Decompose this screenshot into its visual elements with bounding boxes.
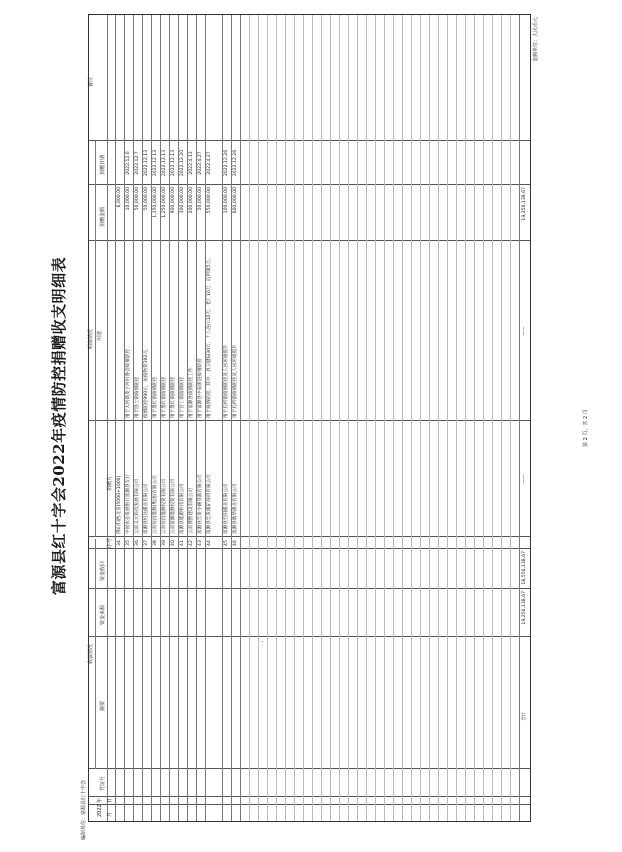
row-seq: 35 [126, 540, 131, 546]
header-date: 捐赠日期 [100, 154, 106, 175]
row-use: 用于营上镇疫情防控 [180, 376, 185, 418]
total-donated: 19,256,138.67 [522, 187, 527, 221]
row-donor: 中国农业发展银行富源县支行 [126, 474, 131, 534]
row-donor: 云南义元科技发展有限公司 [135, 478, 140, 534]
total-label: 合计 [522, 711, 527, 721]
row-use: 用于富源县疫情防控工作 [189, 367, 194, 418]
row-seq: 38 [153, 540, 158, 546]
row-use: 用于疫情防控，其中，县卫健局30万，十八连山10万，老厂10万，后所镇5万。 [207, 255, 212, 418]
row-donor: 云南恒昌能源(集团)有限公司 [153, 475, 158, 534]
row-donated-amount: 550,000.00 [207, 187, 212, 214]
row-use: 用于卧土镇疫情防控 [135, 376, 140, 418]
row-donor: 富源县能源科技有限公司 [180, 483, 185, 534]
header-use: 用途 [97, 330, 103, 341]
header-donor: 捐赠方 [107, 475, 113, 491]
compiling-unit: 编制单位：富源县红十字会 [81, 779, 87, 840]
row-seq: 34 [117, 540, 122, 546]
header-income-amount: 资金来源 [100, 604, 106, 625]
header-donated-amount: 捐赠金额 [100, 206, 106, 227]
row-use: 用于富源县中安街道疫情防控 [198, 358, 203, 418]
row-date: 2022.12.20 [180, 149, 185, 177]
header-remark: 备注 [88, 76, 94, 87]
row-donated-amount: 6,000.00 [117, 187, 122, 208]
row-use: 用于墨红镇疫情防控 [153, 376, 158, 418]
header-summary: 摘要 [100, 700, 106, 711]
header-nian: 年 [97, 797, 103, 803]
header-month: 月 [107, 811, 113, 817]
header-amount: 资金收回 [100, 560, 106, 581]
row-date: 2022.12.26 [233, 149, 238, 177]
row-use: 用于墨红镇疫情防控 [162, 376, 167, 418]
total-income-2: 18,556,138.67 [522, 551, 527, 585]
total-dash-donor: —— [522, 474, 527, 484]
row-date: 2022.12.13 [162, 149, 167, 177]
row-seq: 42 [189, 540, 194, 546]
row-date: 2022.12.13 [171, 149, 176, 177]
row-date: 2022.4.27 [198, 151, 203, 175]
row-date: 2022.12.7 [135, 151, 140, 175]
row-date: 2022.12.13 [144, 149, 149, 177]
row-donated-amount: 50,000.00 [135, 187, 140, 211]
row-seq: 46 [233, 540, 238, 546]
header-detail-group: 明细情况 [88, 329, 94, 350]
row-donated-amount: 50,000.00 [198, 187, 203, 211]
row-use: 用于后所镇疫情防控及人居环境提升 [224, 344, 229, 418]
header-income-group: 收款情况 [88, 644, 94, 665]
currency-unit: 金额单位：人民币元 [533, 16, 539, 62]
donation-table [88, 14, 531, 822]
row-donated-amount: 1,250,000.00 [162, 187, 167, 218]
row-use: 用于大河镇麦子河村委会疫情防控 [126, 349, 131, 418]
row-donated-amount: 100,000.00 [224, 187, 229, 214]
row-donor: 富源县新华煤业有限公司 [233, 483, 238, 534]
row-seq: 43 [198, 540, 203, 546]
total-dash-use: —— [522, 326, 527, 336]
row-donor: 富源县恒达煤业有限公司 [144, 483, 149, 534]
row-seq: 36 [135, 540, 140, 546]
row-donor: 佛山归西北京(5000+1000) [117, 475, 122, 534]
page-number: 第 2 页，共 2 页 [583, 409, 589, 447]
row-date: 2022.12.26 [224, 149, 229, 177]
row-seq: 44 [207, 540, 212, 546]
document-title: 富源县红十字会2022年疫情防控捐赠收支明细表 [50, 256, 68, 596]
row-donated-amount: 300,000.00 [180, 187, 185, 214]
row-seq: 45 [224, 540, 229, 546]
row-donated-amount: 900,000.00 [171, 187, 176, 214]
row-donated-amount: 200,000.00 [189, 187, 194, 214]
row-seq: 39 [162, 540, 167, 546]
row-seq: 41 [180, 540, 185, 546]
row-donated-amount: 1,350,000.00 [153, 187, 158, 218]
row-date: 2022.4.13 [189, 151, 194, 175]
header-year: 2022 [97, 804, 103, 817]
row-seq: 40 [171, 540, 176, 546]
row-use: 用于墨红镇疫情防控 [171, 376, 176, 418]
header-seq: 序号 [107, 537, 113, 548]
total-income: 19,256,138.67 [522, 591, 527, 625]
row-donor: 云南博然建设有限公司 [189, 488, 194, 534]
row-donor: 云南富源能源投资有限公司 [171, 478, 176, 534]
row-donor: 富源县宏发煤矿商贸有限公司 [207, 474, 212, 534]
row-use: 疫情防控990元，抗疫物资392元。 [144, 345, 149, 418]
row-date: 2022.12.6 [126, 151, 131, 175]
row-donated-amount: 10,000.00 [126, 187, 131, 211]
row-date: 2022.4.27 [207, 151, 212, 175]
row-use: 用于后所镇疫情防控及人居环境提升 [233, 344, 238, 418]
header-voucher: 凭证号 [100, 775, 106, 791]
row-seq: 37 [144, 540, 149, 546]
row-donated-amount: 600,000.00 [233, 187, 238, 214]
row-donated-amount: 50,000.00 [144, 187, 149, 211]
row-donor: 富源县宏阳煤业有限公司 [224, 483, 229, 534]
row-donor: 富源县宏发小额贷款有限公司 [198, 474, 203, 534]
row-date: 2022.12.13 [153, 149, 158, 177]
row-donor: 云南恒昌能源投资有限公司 [162, 478, 167, 534]
header-day: 日 [107, 797, 113, 803]
